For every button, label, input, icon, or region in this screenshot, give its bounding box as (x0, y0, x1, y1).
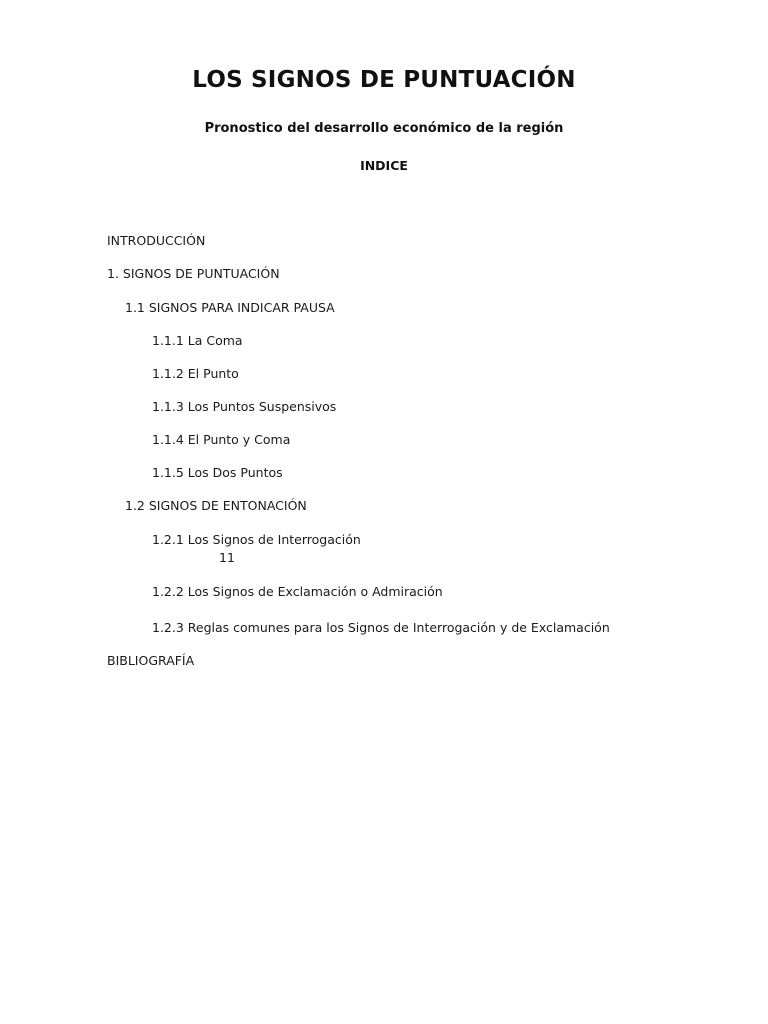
toc-entry-reglas-comunes: 1.2.3 Reglas comunes para los Signos de Interrogación y de Exclamación (152, 620, 610, 635)
document-title: LOS SIGNOS DE PUNTUACIÓN (192, 67, 576, 93)
toc-entry-dos-puntos: 1.1.5 Los Dos Puntos (152, 465, 283, 480)
toc-entry-signos-de-puntuacion: 1. SIGNOS DE PUNTUACIÓN (107, 266, 280, 281)
toc-entry-signos-interrogacion: 1.2.1 Los Signos de Interrogación (152, 532, 361, 547)
index-heading: INDICE (360, 158, 408, 173)
document-subtitle: Pronostico del desarrollo económico de la región (204, 121, 564, 136)
toc-entry-punto-y-coma: 1.1.4 El Punto y Coma (152, 432, 291, 447)
toc-entry-signos-entonacion: 1.2 SIGNOS DE ENTONACIÓN (125, 498, 307, 513)
toc-entry-la-coma: 1.1.1 La Coma (152, 333, 243, 348)
toc-entry-el-punto: 1.1.2 El Punto (152, 366, 239, 381)
toc-entry-signos-pausa: 1.1 SIGNOS PARA INDICAR PAUSA (125, 300, 335, 315)
toc-page-number: 11 (219, 550, 235, 565)
toc-entry-signos-exclamacion: 1.2.2 Los Signos de Exclamación o Admiración (152, 584, 443, 599)
toc-entry-introduccion: INTRODUCCIÓN (107, 233, 206, 248)
toc-entry-bibliografia: BIBLIOGRAFÍA (107, 653, 195, 668)
toc-entry-puntos-suspensivos: 1.1.3 Los Puntos Suspensivos (152, 399, 337, 414)
